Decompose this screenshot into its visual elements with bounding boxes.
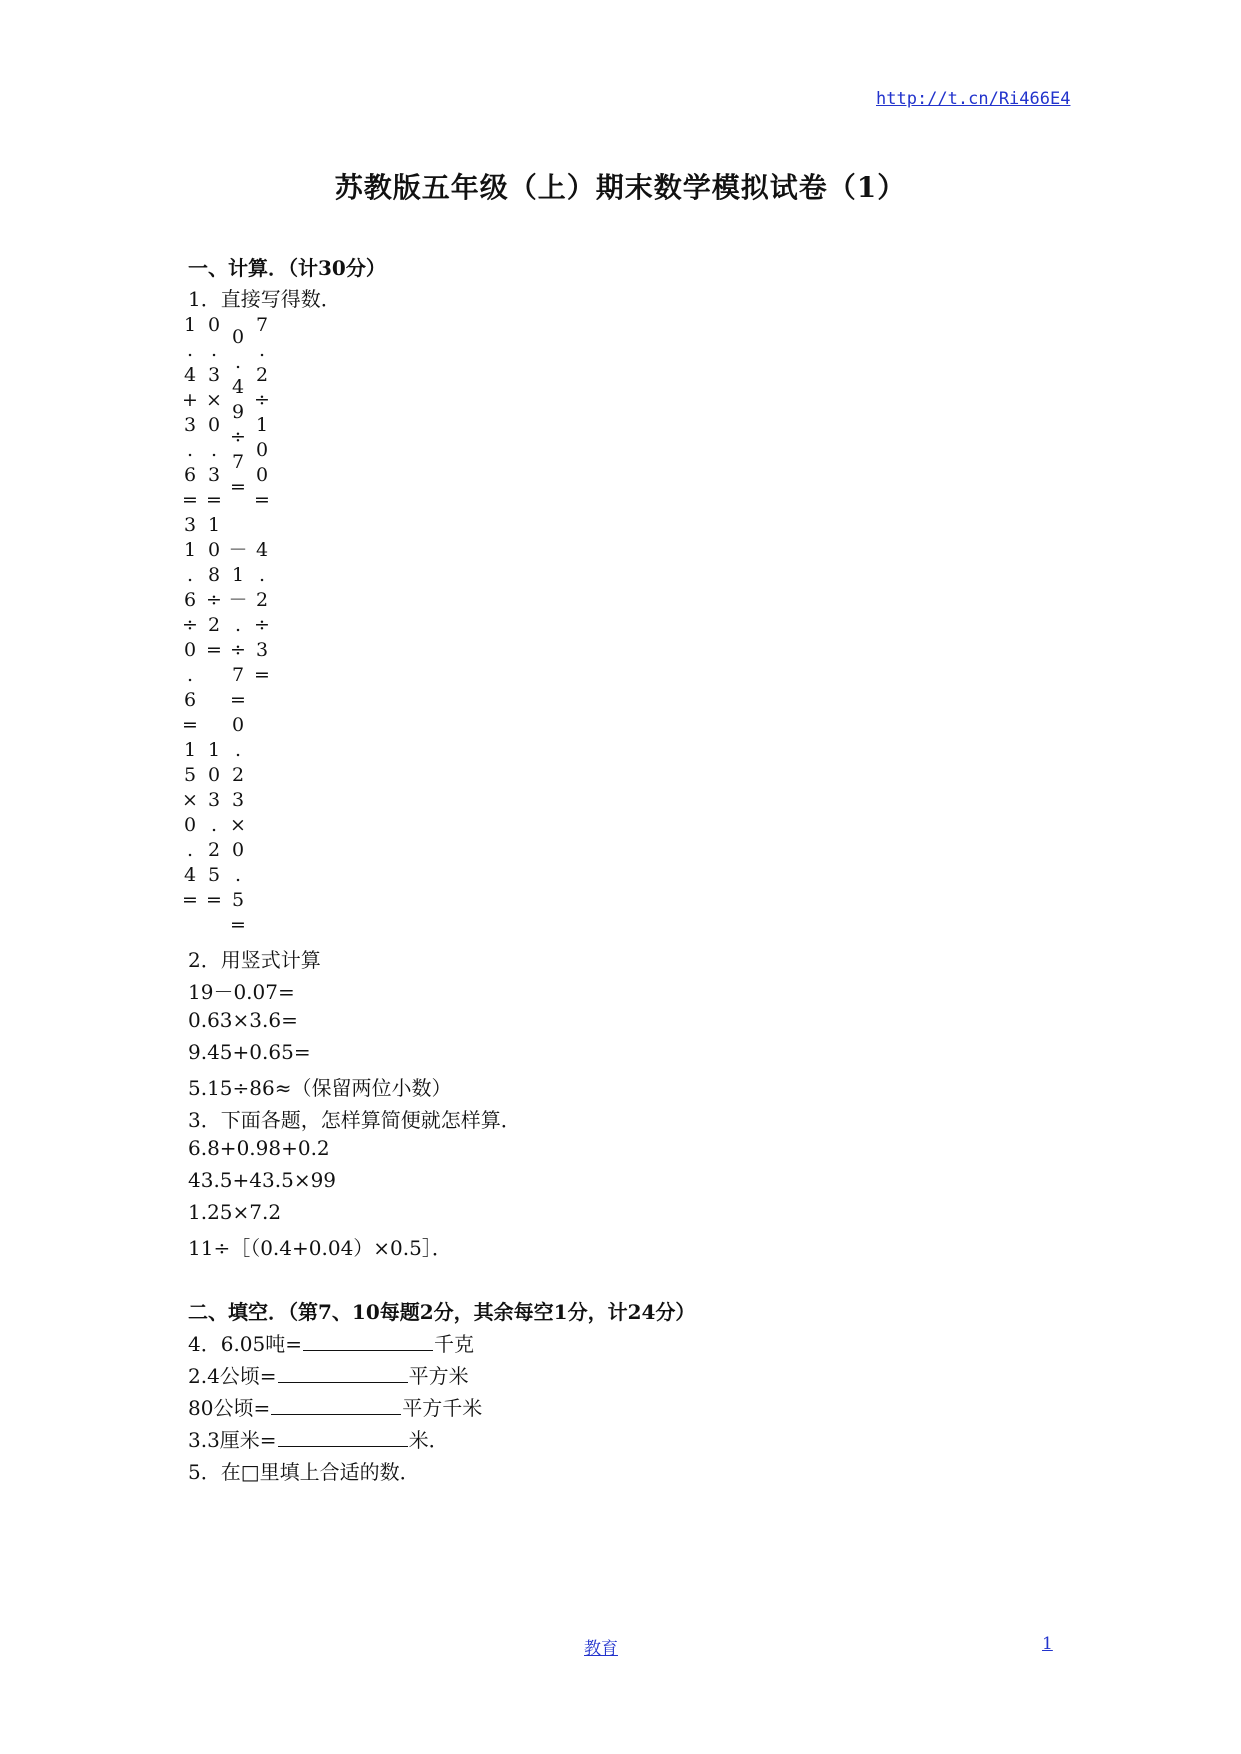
fill-blank-item: 3.3厘米= 米． — [188, 1428, 449, 1452]
calc-glyph: = — [254, 664, 270, 686]
calc-glyph: = — [206, 889, 222, 911]
footer-link[interactable]: 教育 — [584, 1639, 618, 1659]
simplify-calc-item: 43.5+43.5×99 — [188, 1168, 337, 1192]
calc-glyph: 3 — [183, 414, 197, 436]
calc-glyph: 0 — [207, 539, 221, 561]
calc-glyph: 8 — [207, 564, 221, 586]
calc-glyph: . — [186, 339, 194, 361]
calc-glyph: ÷ — [182, 614, 198, 636]
calc-glyph: 1 — [183, 314, 197, 336]
calc-glyph: 5 — [207, 864, 221, 886]
calc-glyph: = — [230, 689, 246, 711]
calc-glyph: 2 — [255, 589, 269, 611]
calc-glyph: 2 — [231, 764, 245, 786]
calc-column — [204, 738, 224, 913]
fill-blank-item: 4．6.05吨= 千克 — [188, 1332, 475, 1356]
simplify-calc-item: 11÷［（0.4+0.04）×0.5］． — [188, 1236, 452, 1260]
calc-glyph: 0 — [207, 414, 221, 436]
question-5-label: 5．在□里填上合适的数． — [188, 1460, 420, 1484]
calc-glyph: 9 — [231, 401, 245, 423]
calc-column — [228, 713, 248, 938]
calc-glyph: . — [234, 739, 242, 761]
calc-glyph: 3 — [207, 364, 221, 386]
calc-glyph: × — [182, 789, 198, 811]
calc-glyph: 4 — [231, 376, 245, 398]
calc-glyph: . — [258, 564, 266, 586]
calc-glyph: = — [206, 489, 222, 511]
calc-glyph: . — [186, 839, 194, 861]
calc-glyph: = — [182, 714, 198, 736]
calc-glyph: = — [230, 914, 246, 936]
calc-column — [180, 313, 200, 738]
calc-column — [228, 538, 248, 713]
header-url-link[interactable]: http://t.cn/Ri466E4 — [876, 89, 1071, 109]
fill-blank-item: 80公顷= 平方千米 — [188, 1396, 483, 1420]
calc-glyph: 4 — [183, 864, 197, 886]
calc-glyph: 3 — [207, 789, 221, 811]
calc-glyph: ÷ — [206, 589, 222, 611]
calc-glyph: － — [228, 589, 248, 611]
calc-column — [228, 325, 248, 500]
page-title: 苏教版五年级（上）期末数学模拟试卷（1） — [334, 171, 907, 204]
question-1-label: 1．直接写得数． — [188, 287, 341, 311]
section-2-heading: 二、填空．（第7、10每题2分，其余每空1分，计24分） — [188, 1300, 696, 1324]
calc-glyph — [252, 513, 272, 538]
question-3-label: 3．下面各题，怎样算简便就怎样算． — [188, 1108, 521, 1132]
vertical-calc-item: 5.15÷86≈（保留两位小数） — [188, 1076, 452, 1100]
answer-blank[interactable] — [278, 1428, 408, 1447]
calc-glyph: 7 — [255, 314, 269, 336]
calc-glyph: ÷ — [254, 389, 270, 411]
calc-glyph: 4 — [183, 364, 197, 386]
calc-glyph: 2 — [207, 614, 221, 636]
calc-glyph: － — [228, 539, 248, 561]
calc-glyph: 0 — [231, 839, 245, 861]
calc-glyph: 0 — [231, 326, 245, 348]
calc-glyph: . — [186, 664, 194, 686]
calc-glyph: 5 — [231, 889, 245, 911]
calc-glyph: = — [230, 476, 246, 498]
vertical-calc-item: 9.45+0.65= — [188, 1040, 311, 1064]
calc-glyph: . — [234, 864, 242, 886]
simplify-calc-item: 1.25×7.2 — [188, 1200, 282, 1224]
calc-glyph: 1 — [207, 514, 221, 536]
answer-blank[interactable] — [271, 1396, 401, 1415]
calc-glyph: 1 — [207, 739, 221, 761]
calc-glyph: 1 — [255, 414, 269, 436]
calc-glyph: 3 — [183, 514, 197, 536]
calc-glyph: 0 — [207, 314, 221, 336]
calc-glyph: . — [186, 564, 194, 586]
answer-blank[interactable] — [278, 1364, 408, 1383]
calc-glyph: 1 — [231, 564, 245, 586]
calc-glyph: 0 — [255, 439, 269, 461]
calc-glyph: 6 — [183, 589, 197, 611]
calc-glyph: . — [234, 614, 242, 636]
calc-glyph: 2 — [255, 364, 269, 386]
calc-glyph: = — [254, 489, 270, 511]
calc-glyph: 6 — [183, 464, 197, 486]
calc-glyph: . — [186, 439, 194, 461]
calc-glyph: 3 — [255, 639, 269, 661]
calc-glyph: . — [210, 439, 218, 461]
calc-glyph: 5 — [183, 764, 197, 786]
calc-glyph: ÷ — [230, 639, 246, 661]
calc-glyph: . — [210, 814, 218, 836]
calc-glyph: 0 — [207, 764, 221, 786]
page-number: 1 — [1042, 1634, 1053, 1654]
calc-column — [180, 738, 200, 913]
calc-glyph: × — [230, 814, 246, 836]
calc-glyph: 4 — [255, 539, 269, 561]
simplify-calc-item: 6.8+0.98+0.2 — [188, 1136, 330, 1160]
calc-glyph: 6 — [183, 689, 197, 711]
calc-column — [204, 313, 224, 663]
answer-blank[interactable] — [303, 1332, 433, 1351]
calc-glyph: = — [182, 489, 198, 511]
vertical-calc-item: 0.63×3.6= — [188, 1008, 298, 1032]
calc-glyph: + — [182, 389, 198, 411]
calc-glyph: 2 — [207, 839, 221, 861]
calc-glyph: 7 — [231, 664, 245, 686]
calc-glyph: = — [182, 889, 198, 911]
vertical-calc-item: 19－0.07= — [188, 980, 295, 1004]
calc-glyph: × — [206, 389, 222, 411]
calc-glyph: ÷ — [230, 426, 246, 448]
calc-glyph: 7 — [231, 451, 245, 473]
calc-glyph: . — [234, 351, 242, 373]
calc-glyph: 3 — [207, 464, 221, 486]
calc-glyph: 0 — [183, 814, 197, 836]
calc-glyph: 1 — [183, 539, 197, 561]
calc-column — [252, 313, 272, 688]
calc-glyph: . — [210, 339, 218, 361]
calc-glyph: = — [206, 639, 222, 661]
calc-glyph: 1 — [183, 739, 197, 761]
fill-blank-item: 2.4公顷= 平方米 — [188, 1364, 469, 1388]
section-1-heading: 一、计算．（计30分） — [188, 256, 386, 280]
calc-glyph: 0 — [183, 639, 197, 661]
calc-glyph: 3 — [231, 789, 245, 811]
calc-glyph: . — [258, 339, 266, 361]
calc-glyph: ÷ — [254, 614, 270, 636]
calc-glyph: 0 — [231, 714, 245, 736]
question-2-label: 2．用竖式计算 — [188, 948, 321, 972]
calc-glyph: 0 — [255, 464, 269, 486]
